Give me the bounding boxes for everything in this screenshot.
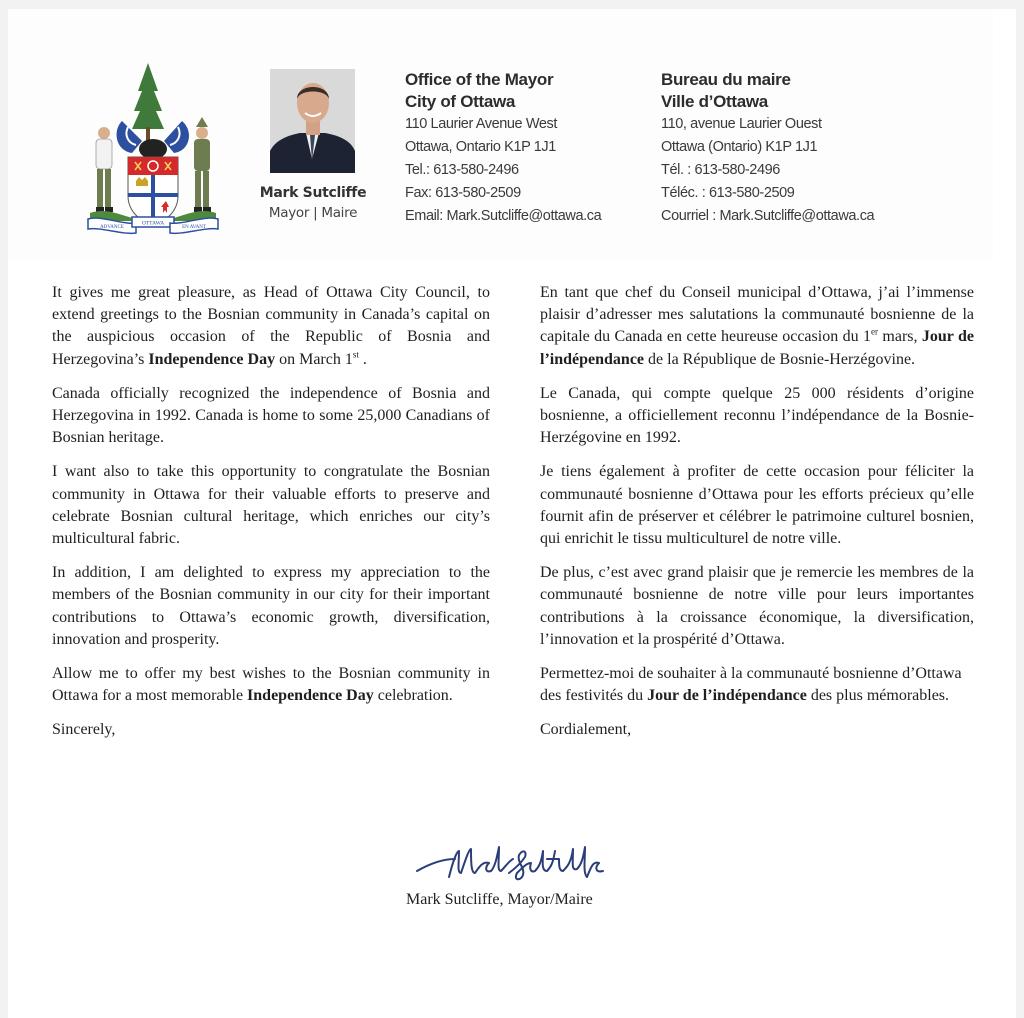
fax-fr: Téléc. : 613-580-2509 (661, 185, 795, 201)
paragraph: Allow me to offer my best wishes to the Bosnian community in Ottawa for a most memorable Independence Day celebration. (52, 665, 490, 705)
motto-ottawa: OTTAWA (141, 220, 165, 227)
english-body (52, 282, 490, 754)
email-line (405, 205, 601, 228)
closing: Cordialement, (540, 721, 632, 739)
email-link-fr[interactable]: Mark.Sutcliffe@ottawa.ca (719, 208, 875, 224)
closing: Sincerely, (52, 721, 116, 739)
paragraph: De plus, c’est avec grand plaisir que je remercie les membres de la communauté bosnienne de notre ville pour leurs importantes contributions à la croissance économique, la diversification, l’innovation et la prospérité d’Ottawa. (540, 564, 974, 648)
paragraph: I want also to take this opportunity to congratulate the Bosnian community in Ottawa for their valuable efforts to preserve and celebrate Bosnian cultural heritage, which enriches our city’s multicultural fabric. (52, 463, 490, 548)
handwritten-signature-icon (413, 837, 613, 897)
mayor-portrait (270, 69, 355, 173)
telephone-fr: Tél. : 613-580-2496 (661, 162, 780, 178)
letter-page (8, 9, 1016, 1018)
office-title: Office of the Mayor (405, 70, 554, 89)
paragraph: En tant que chef du Conseil municipal d’Ottawa, j’ai l’immense plaisir d’adresser mes salutations la communauté bosnienne de la capitale du Canada en cette heureuse occasion du 1er mars, Jour de l’indépendance de la République de Bosnie-Herzégovine. (540, 284, 974, 368)
address-line-1-fr: 110, avenue Laurier Ouest (661, 116, 822, 132)
email-line-fr (661, 205, 874, 228)
contact-block-english (405, 69, 601, 228)
letterhead (8, 9, 993, 259)
paragraph: Canada officially recognized the independence of Bosnia and Herzegovina in 1992. Canada is home to some 25,000 Canadians of Bosnian heritage. (52, 384, 490, 447)
pine-tree (132, 63, 164, 129)
paragraph: Le Canada, qui compte quelque 25 000 résidents d’origine bosnienne, a officiellement reconnu l’indépendance de la Bosnie-Herzégovine en 1992. (540, 384, 974, 447)
motto-en-avant: EN AVANT (182, 225, 206, 230)
ottawa-coat-of-arms-icon (82, 61, 224, 236)
contact-block-french (661, 69, 874, 228)
mayor-name: Mark Sutcliffe (259, 185, 367, 201)
telephone: Tel.: 613-580-2496 (405, 162, 519, 178)
paragraph: Permettez-moi de souhaiter à la communauté bosnienne d’Ottawa des festivités du Jour de l’indépendance des plus mémorables. (540, 665, 962, 705)
mayor-title: Mayor | Maire (268, 205, 358, 221)
signatory-name: Mark Sutcliffe, Mayor/Maire (406, 891, 593, 908)
motto-advance: ADVANCE (100, 225, 124, 230)
paragraph: In addition, I am delighted to express my appreciation to the members of the Bosnian community in our city for their important contributions to Ottawa’s economic growth, diversification, innovation and prosperity. (52, 564, 490, 648)
email-link[interactable]: Mark.Sutcliffe@ottawa.ca (446, 208, 602, 224)
email-label: Email: (405, 208, 447, 224)
paragraph: Je tiens également à profiter de cette occasion pour féliciter la communauté bosnienne d’Ottawa pour les efforts précieux qu’elle fournit afin de préserver et célébrer le patrimoine culturel bosnien, qui enrichit le tissu multiculturel de notre ville. (540, 463, 974, 548)
bold-independence-day: Independence Day (148, 350, 276, 368)
french-body (540, 282, 974, 754)
bold-jour-independance: Jour de l’indépendance (540, 328, 974, 368)
address-line-1: 110 Laurier Avenue West (405, 116, 558, 132)
city-title: City of Ottawa (405, 92, 516, 111)
fax: Fax: 613-580-2509 (405, 185, 521, 201)
bold-jour-independance: Jour de l’indépendance (647, 687, 807, 705)
address-line-2: Ottawa, Ontario K1P 1J1 (405, 139, 556, 155)
address-line-2-fr: Ottawa (Ontario) K1P 1J1 (661, 139, 818, 155)
office-title-fr: Bureau du maire (661, 70, 791, 89)
city-title-fr: Ville d’Ottawa (661, 92, 768, 111)
paragraph: It gives me great pleasure, as Head of Ottawa City Council, to extend greetings to the Bosnian community in Canada’s capital on the auspicious occasion of the Republic of Bosnia and Herzegovina’s Independence Day on March 1st . (52, 284, 490, 368)
bold-independence-day: Independence Day (247, 687, 374, 705)
email-label-fr: Courriel : (661, 208, 720, 224)
signature-stroke (417, 847, 603, 879)
